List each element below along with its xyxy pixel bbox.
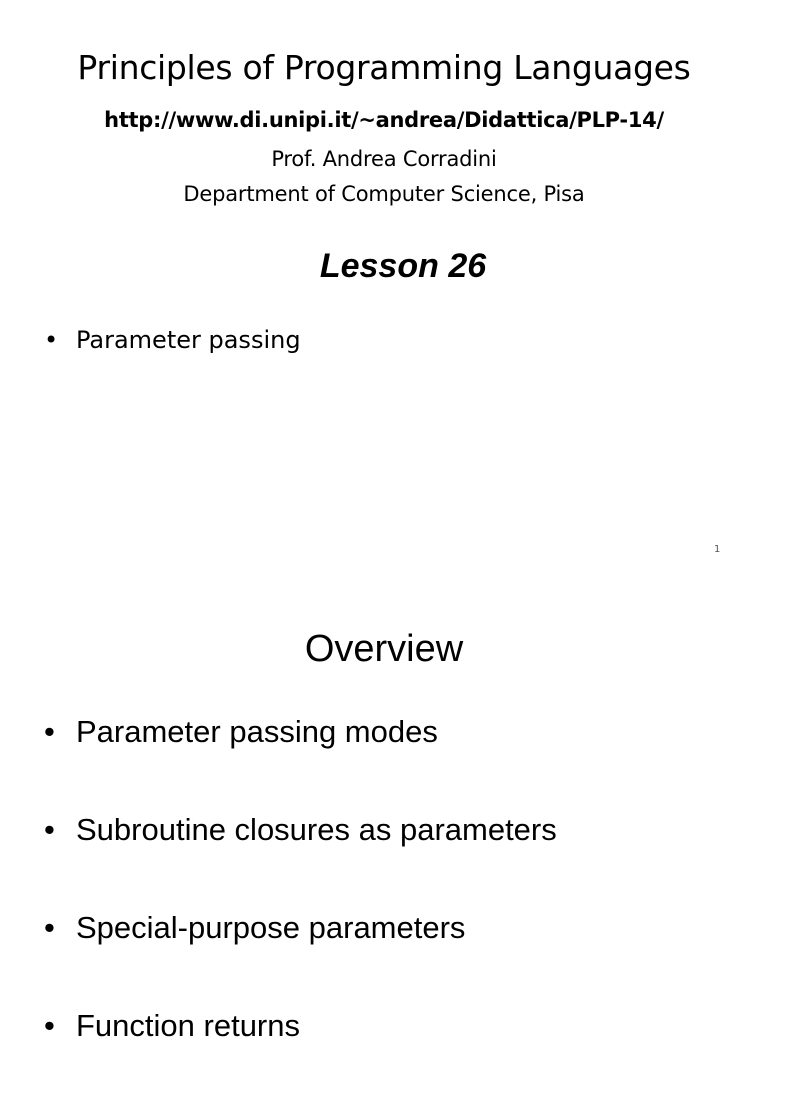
bullet-icon: • [44, 910, 55, 945]
list-item [44, 1008, 557, 1106]
page-number: 1 [714, 544, 721, 555]
bullet-icon: • [44, 812, 55, 847]
bullet-list [44, 714, 557, 1106]
list-item-text: Parameter passing modes [76, 714, 438, 749]
list-item [44, 326, 301, 354]
list-item-text: Function returns [76, 1008, 300, 1043]
author-name: Prof. Andrea Corradini [271, 147, 497, 171]
list-item [44, 812, 557, 910]
bullet-list [44, 326, 301, 354]
slide-1 [0, 0, 768, 580]
bullet-icon: • [44, 1008, 55, 1043]
slide-title: Principles of Programming Languages [77, 48, 691, 87]
department-name: Department of Computer Science, Pisa [183, 182, 585, 206]
list-item-text: Parameter passing [76, 326, 301, 354]
slide-title: Overview [304, 628, 464, 670]
list-item [44, 910, 557, 1008]
list-item-text: Subroutine closures as parameters [76, 812, 557, 847]
list-item [44, 714, 557, 812]
bullet-icon: • [44, 714, 55, 749]
slide-2 [0, 580, 768, 1043]
lesson-heading: Lesson 26 [319, 247, 487, 285]
course-url: http://www.di.unipi.it/~andrea/Didattica/PLP-14/ [104, 108, 664, 132]
bullet-icon: • [44, 326, 59, 354]
list-item-text: Special-purpose parameters [76, 910, 466, 945]
